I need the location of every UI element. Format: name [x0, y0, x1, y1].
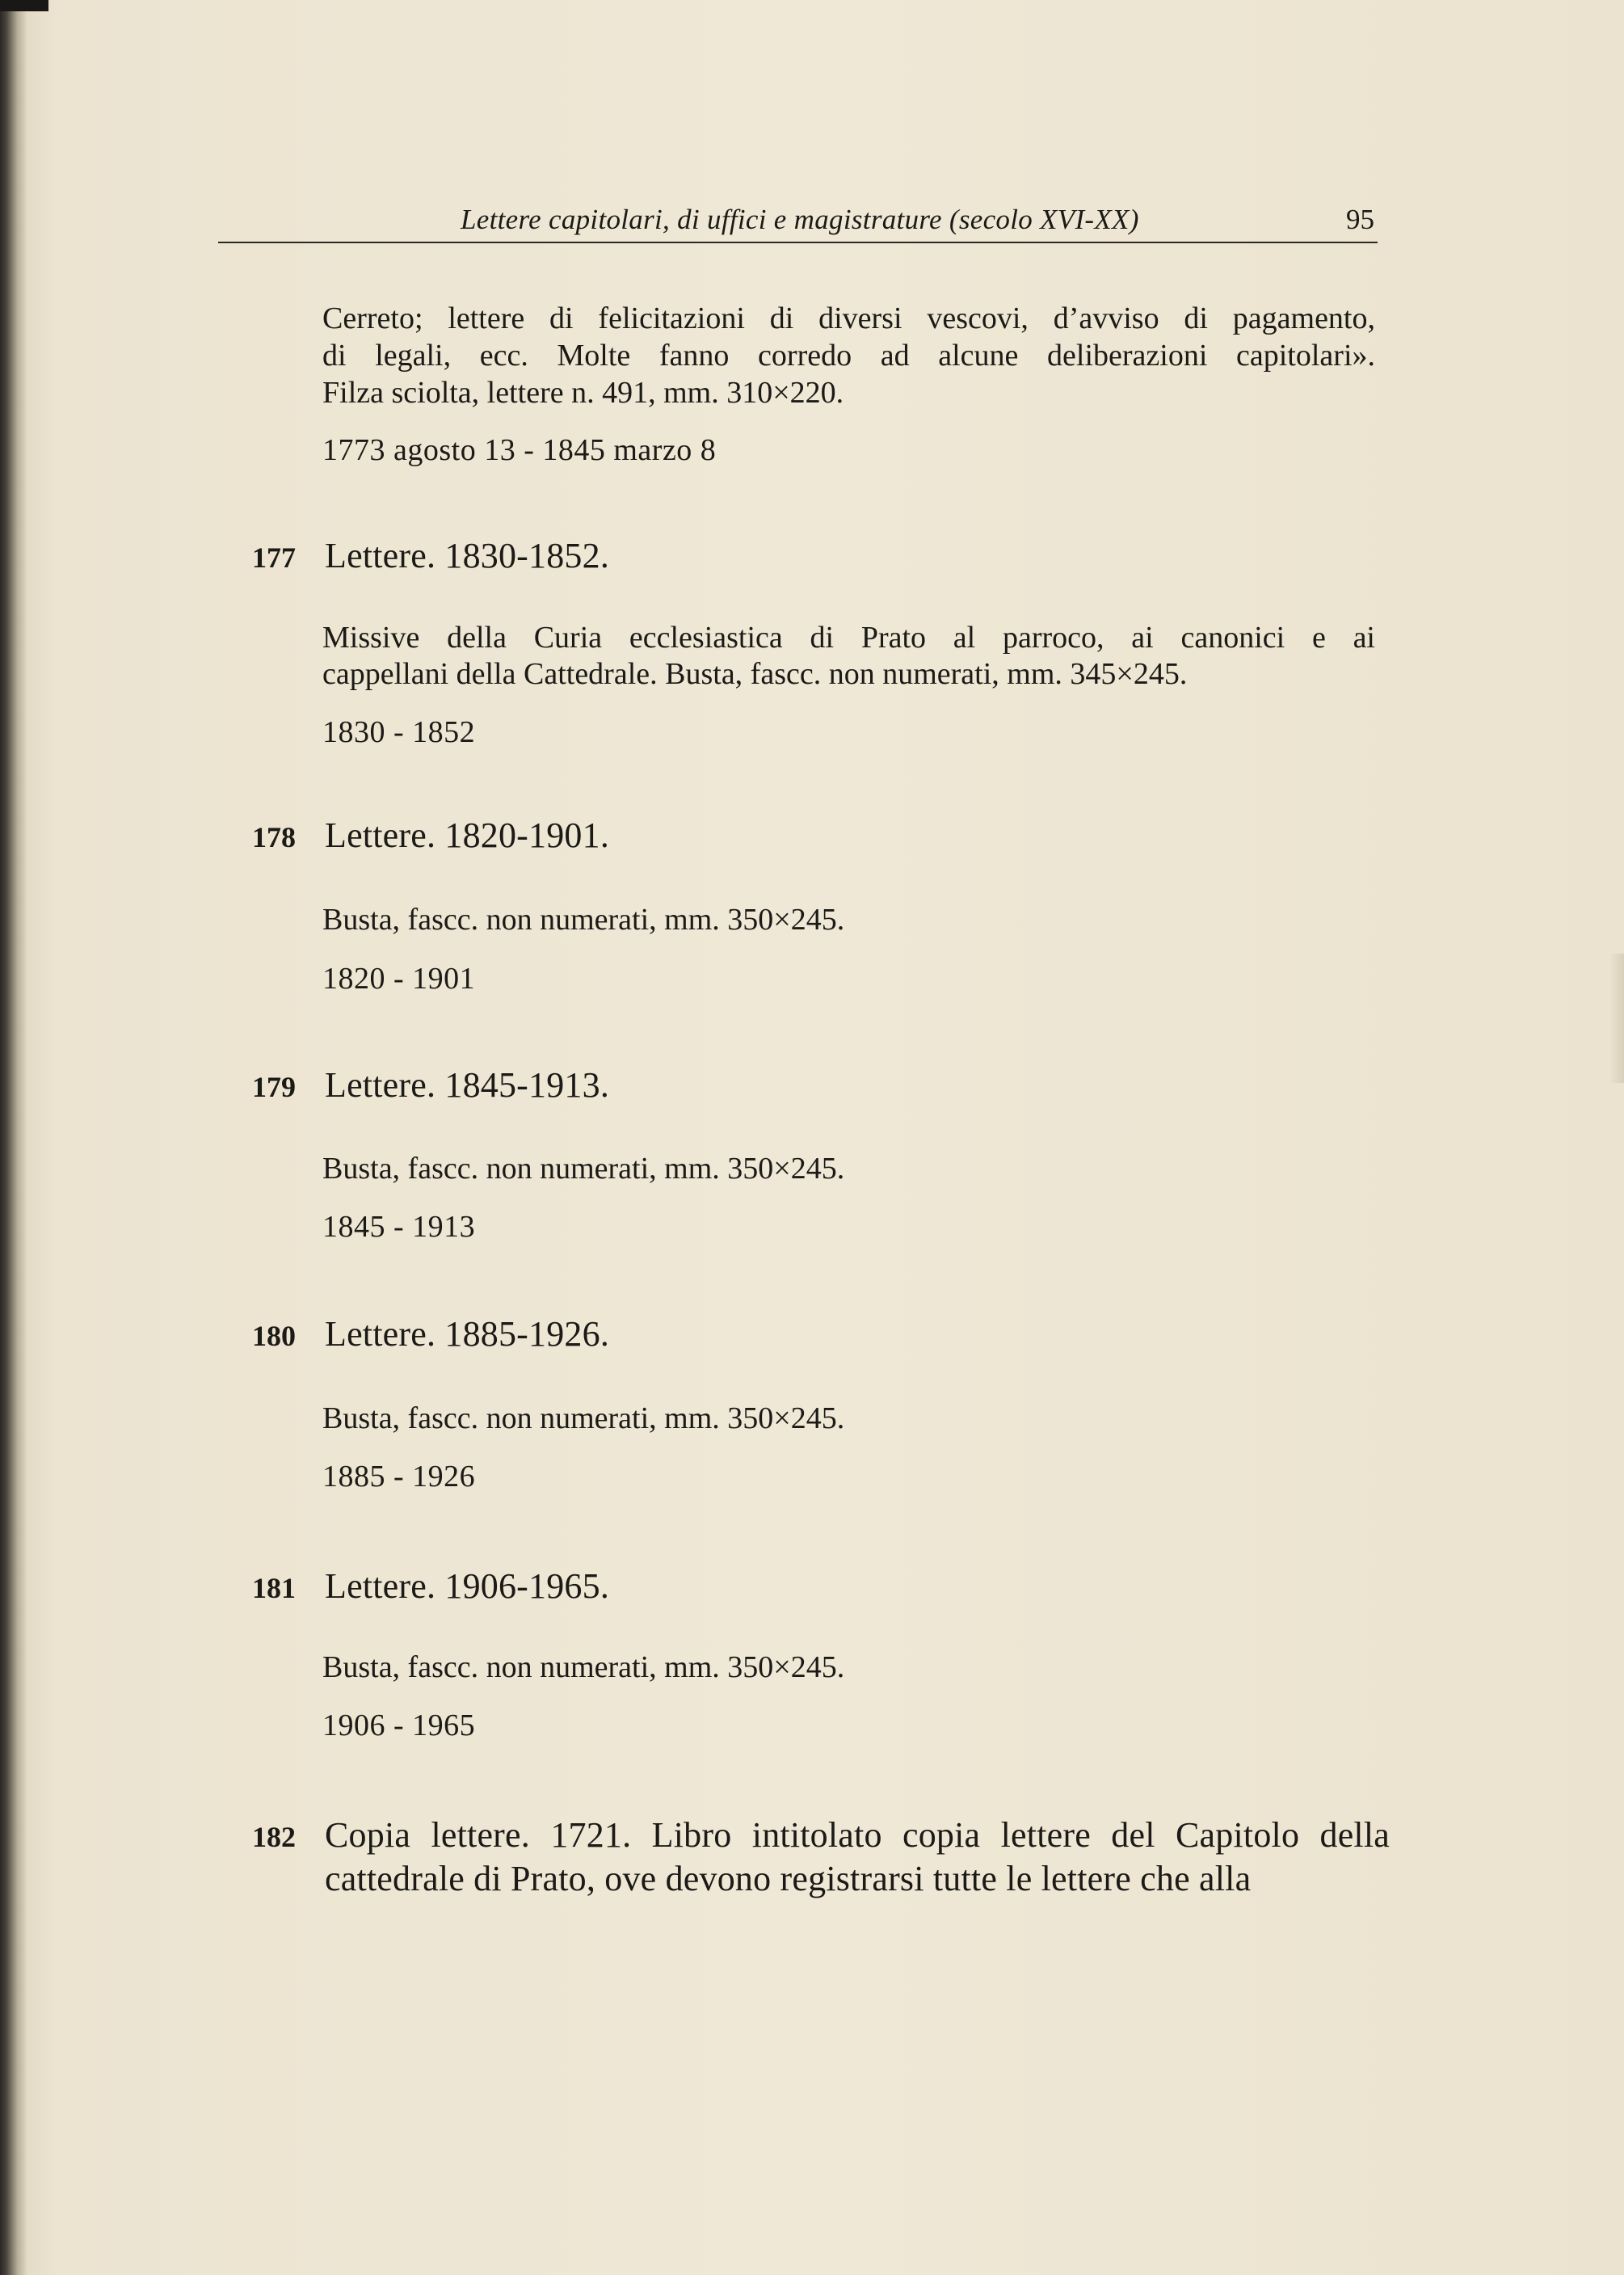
entry-date: 1773 agosto 13 - 1845 marzo 8	[322, 433, 717, 467]
entry-date: 1906 - 1965	[322, 1708, 476, 1742]
entry-date: 1845 - 1913	[322, 1210, 476, 1244]
entry-date: 1820 - 1901	[322, 962, 476, 996]
entry-title: Lettere. 1845-1913.	[325, 1065, 610, 1105]
entry-number: 181	[252, 1572, 296, 1604]
entry-title-continuation: cattedrale di Prato, ove devono registrarsi tutte le lettere che alla	[325, 1859, 1252, 1898]
entry-number: 177	[252, 541, 296, 574]
continuation-line: Filza sciolta, lettere n. 491, mm. 310×220.	[322, 376, 844, 410]
entry-description: Busta, fascc. non numerati, mm. 350×245.	[322, 1152, 845, 1186]
scan-corner	[0, 0, 48, 11]
entry-description: Busta, fascc. non numerati, mm. 350×245.	[322, 1401, 845, 1435]
entry-title: Lettere. 1885-1926.	[325, 1314, 610, 1354]
entry-title: Copia lettere. 1721. Libro intitolato copia lettere del Capitolo della	[325, 1815, 1390, 1855]
running-header	[218, 200, 1378, 241]
entry-description: cappellani della Cattedrale. Busta, fascc. non numerati, mm. 345×245.	[322, 657, 1188, 691]
entry-number: 179	[252, 1071, 296, 1103]
page-edge-mark	[1609, 954, 1624, 1083]
entry-date: 1830 - 1852	[322, 715, 476, 749]
entry-number: 178	[252, 821, 296, 853]
entry-number: 182	[252, 1821, 296, 1853]
continuation-line: di legali, ecc. Molte fanno corredo ad alcune deliberazioni capitolari».	[322, 339, 1375, 373]
entry-description: Busta, fascc. non numerati, mm. 350×245.	[322, 1650, 845, 1684]
entry-number: 180	[252, 1320, 296, 1352]
header-rule	[218, 242, 1378, 243]
running-title: Lettere capitolari, di uffici e magistrature (secolo XVI-XX)	[461, 204, 1139, 235]
entry-date: 1885 - 1926	[322, 1460, 476, 1493]
entry-title: Lettere. 1906-1965.	[325, 1566, 610, 1606]
book-binding-shadow	[0, 0, 27, 2275]
entry-description: Busta, fascc. non numerati, mm. 350×245.	[322, 903, 845, 937]
continuation-line: Cerreto; lettere di felicitazioni di diversi vescovi, d’avviso di pagamento,	[322, 301, 1375, 335]
entry-title: Lettere. 1820-1901.	[325, 815, 610, 855]
page-number: 95	[1346, 204, 1374, 235]
entry-title: Lettere. 1830-1852.	[325, 536, 610, 575]
entry-description: Missive della Curia ecclesiastica di Prato al parroco, ai canonici e ai	[322, 621, 1375, 655]
